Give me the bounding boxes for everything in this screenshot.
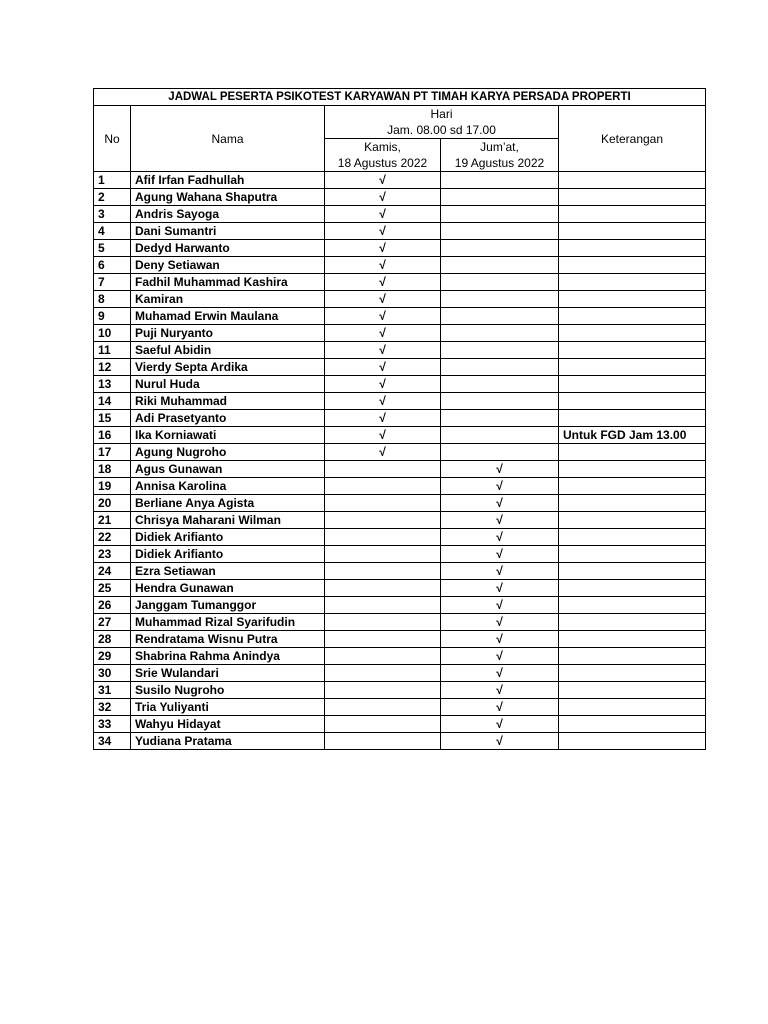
- row-nama: Deny Setiawan: [131, 257, 325, 274]
- row-day2-check: [441, 444, 559, 461]
- row-day1-check: [325, 597, 441, 614]
- row-keterangan: [559, 733, 706, 750]
- row-no: 9: [94, 308, 131, 325]
- row-keterangan: [559, 580, 706, 597]
- row-day1-check: [325, 580, 441, 597]
- row-nama: Nurul Huda: [131, 376, 325, 393]
- table-row: [94, 461, 706, 478]
- row-no: 20: [94, 495, 131, 512]
- table-row: [94, 478, 706, 495]
- row-keterangan: [559, 342, 706, 359]
- row-keterangan: [559, 461, 706, 478]
- row-day2-check: √: [441, 546, 559, 563]
- header-day1: [325, 139, 441, 172]
- row-keterangan: [559, 189, 706, 206]
- row-keterangan: [559, 597, 706, 614]
- title-row: [94, 89, 706, 106]
- row-day1-check: √: [325, 223, 441, 240]
- table-row: [94, 257, 706, 274]
- row-day1-check: √: [325, 342, 441, 359]
- row-no: 25: [94, 580, 131, 597]
- row-day2-check: [441, 240, 559, 257]
- row-keterangan: [559, 699, 706, 716]
- row-day1-check: [325, 546, 441, 563]
- row-keterangan: [559, 376, 706, 393]
- row-no: 12: [94, 359, 131, 376]
- row-day2-check: √: [441, 580, 559, 597]
- row-day1-check: √: [325, 444, 441, 461]
- table-row: [94, 325, 706, 342]
- row-day1-check: √: [325, 410, 441, 427]
- row-no: 11: [94, 342, 131, 359]
- row-day1-check: [325, 563, 441, 580]
- table-row: [94, 512, 706, 529]
- row-nama: Janggam Tumanggor: [131, 597, 325, 614]
- row-day1-check: √: [325, 257, 441, 274]
- row-keterangan: [559, 325, 706, 342]
- row-keterangan: [559, 665, 706, 682]
- row-no: 6: [94, 257, 131, 274]
- header-row-1: [94, 106, 706, 139]
- row-nama: Srie Wulandari: [131, 665, 325, 682]
- row-nama: Berliane Anya Agista: [131, 495, 325, 512]
- row-day2-check: √: [441, 682, 559, 699]
- row-day1-check: [325, 631, 441, 648]
- row-day2-check: √: [441, 716, 559, 733]
- row-no: 22: [94, 529, 131, 546]
- row-nama: Agus Gunawan: [131, 461, 325, 478]
- row-day1-check: √: [325, 189, 441, 206]
- row-day1-check: [325, 478, 441, 495]
- row-no: 30: [94, 665, 131, 682]
- row-day1-check: √: [325, 376, 441, 393]
- row-day2-check: √: [441, 733, 559, 750]
- row-nama: Vierdy Septa Ardika: [131, 359, 325, 376]
- row-keterangan: [559, 495, 706, 512]
- row-day2-check: [441, 291, 559, 308]
- table-row: [94, 597, 706, 614]
- row-day1-check: [325, 512, 441, 529]
- row-no: 34: [94, 733, 131, 750]
- row-nama: Saeful Abidin: [131, 342, 325, 359]
- table-row: [94, 648, 706, 665]
- row-day1-check: [325, 699, 441, 716]
- row-keterangan: [559, 546, 706, 563]
- header-jam-label: Jam. 08.00 sd 17.00: [387, 123, 496, 137]
- table-row: [94, 614, 706, 631]
- row-nama: Muhammad Rizal Syarifudin: [131, 614, 325, 631]
- row-no: 28: [94, 631, 131, 648]
- row-keterangan: [559, 308, 706, 325]
- table-row: [94, 427, 706, 444]
- row-day2-check: √: [441, 648, 559, 665]
- table-row: [94, 291, 706, 308]
- header-keterangan: Keterangan: [559, 106, 706, 172]
- table-row: [94, 223, 706, 240]
- table-row: [94, 342, 706, 359]
- table-row: [94, 172, 706, 189]
- table-row: [94, 376, 706, 393]
- row-day1-check: √: [325, 308, 441, 325]
- header-day2-date: 19 Agustus 2022: [454, 156, 545, 170]
- row-no: 24: [94, 563, 131, 580]
- row-keterangan: [559, 223, 706, 240]
- table-row: [94, 240, 706, 257]
- row-nama: Wahyu Hidayat: [131, 716, 325, 733]
- table-row: [94, 631, 706, 648]
- row-day2-check: [441, 376, 559, 393]
- row-nama: Chrisya Maharani Wilman: [131, 512, 325, 529]
- row-day2-check: √: [441, 512, 559, 529]
- row-keterangan: [559, 648, 706, 665]
- row-keterangan: [559, 172, 706, 189]
- row-no: 10: [94, 325, 131, 342]
- row-day2-check: [441, 172, 559, 189]
- row-day1-check: [325, 733, 441, 750]
- table-row: [94, 733, 706, 750]
- row-day1-check: √: [325, 325, 441, 342]
- row-day2-check: √: [441, 495, 559, 512]
- row-keterangan: [559, 478, 706, 495]
- row-day2-check: [441, 189, 559, 206]
- row-keterangan: [559, 563, 706, 580]
- row-no: 16: [94, 427, 131, 444]
- header-nama: Nama: [131, 106, 325, 172]
- row-day2-check: √: [441, 665, 559, 682]
- row-day2-check: √: [441, 614, 559, 631]
- row-keterangan: [559, 257, 706, 274]
- row-no: 33: [94, 716, 131, 733]
- row-day2-check: [441, 308, 559, 325]
- header-hari: [325, 106, 559, 139]
- table-row: [94, 393, 706, 410]
- row-nama: Riki Muhammad: [131, 393, 325, 410]
- row-nama: Shabrina Rahma Anindya: [131, 648, 325, 665]
- table-row: [94, 546, 706, 563]
- row-keterangan: [559, 410, 706, 427]
- header-day2-name: Jum’at,: [480, 140, 519, 154]
- row-keterangan: [559, 291, 706, 308]
- row-nama: Dedyd Harwanto: [131, 240, 325, 257]
- row-nama: Kamiran: [131, 291, 325, 308]
- row-keterangan: [559, 682, 706, 699]
- header-day1-date: 18 Agustus 2022: [337, 156, 428, 170]
- row-no: 21: [94, 512, 131, 529]
- row-no: 3: [94, 206, 131, 223]
- row-day1-check: √: [325, 172, 441, 189]
- row-nama: Agung Wahana Shaputra: [131, 189, 325, 206]
- table-row: [94, 410, 706, 427]
- row-no: 13: [94, 376, 131, 393]
- row-keterangan: [559, 512, 706, 529]
- table-row: [94, 563, 706, 580]
- row-keterangan: [559, 274, 706, 291]
- row-nama: Muhamad Erwin Maulana: [131, 308, 325, 325]
- row-nama: Yudiana Pratama: [131, 733, 325, 750]
- row-day1-check: √: [325, 240, 441, 257]
- row-no: 17: [94, 444, 131, 461]
- row-day1-check: [325, 648, 441, 665]
- row-no: 15: [94, 410, 131, 427]
- table-row: [94, 206, 706, 223]
- row-no: 31: [94, 682, 131, 699]
- row-day1-check: √: [325, 359, 441, 376]
- row-day1-check: [325, 461, 441, 478]
- row-nama: Ika Korniawati: [131, 427, 325, 444]
- row-nama: Tria Yuliyanti: [131, 699, 325, 716]
- row-nama: Afif Irfan Fadhullah: [131, 172, 325, 189]
- row-day2-check: [441, 325, 559, 342]
- schedule-table-body: [94, 89, 706, 750]
- table-row: [94, 529, 706, 546]
- row-day1-check: [325, 495, 441, 512]
- row-no: 18: [94, 461, 131, 478]
- row-keterangan: [559, 240, 706, 257]
- row-no: 26: [94, 597, 131, 614]
- row-no: 27: [94, 614, 131, 631]
- table-row: [94, 308, 706, 325]
- row-no: 4: [94, 223, 131, 240]
- row-day2-check: [441, 257, 559, 274]
- table-row: [94, 716, 706, 733]
- schedule-table: [93, 88, 706, 750]
- row-no: 8: [94, 291, 131, 308]
- row-day1-check: [325, 665, 441, 682]
- row-day2-check: [441, 393, 559, 410]
- row-day2-check: [441, 410, 559, 427]
- row-day1-check: √: [325, 427, 441, 444]
- row-no: 2: [94, 189, 131, 206]
- table-row: [94, 495, 706, 512]
- table-row: [94, 665, 706, 682]
- row-nama: Andris Sayoga: [131, 206, 325, 223]
- row-day2-check: [441, 342, 559, 359]
- table-row: [94, 699, 706, 716]
- table-row: [94, 274, 706, 291]
- row-day2-check: √: [441, 631, 559, 648]
- row-day1-check: √: [325, 274, 441, 291]
- row-keterangan: [559, 444, 706, 461]
- row-no: 23: [94, 546, 131, 563]
- row-no: 32: [94, 699, 131, 716]
- header-day1-name: Kamis,: [364, 140, 401, 154]
- row-day1-check: [325, 614, 441, 631]
- row-day1-check: √: [325, 393, 441, 410]
- row-keterangan: [559, 716, 706, 733]
- row-day2-check: [441, 274, 559, 291]
- row-day1-check: √: [325, 206, 441, 223]
- row-no: 14: [94, 393, 131, 410]
- header-day2: [441, 139, 559, 172]
- row-day2-check: √: [441, 478, 559, 495]
- row-day1-check: [325, 682, 441, 699]
- row-nama: Dani Sumantri: [131, 223, 325, 240]
- row-nama: Didiek Arifianto: [131, 529, 325, 546]
- row-nama: Hendra Gunawan: [131, 580, 325, 597]
- table-row: [94, 359, 706, 376]
- row-day2-check: √: [441, 563, 559, 580]
- row-day1-check: √: [325, 291, 441, 308]
- row-keterangan: Untuk FGD Jam 13.00: [559, 427, 706, 444]
- row-no: 1: [94, 172, 131, 189]
- row-keterangan: [559, 206, 706, 223]
- row-no: 7: [94, 274, 131, 291]
- row-keterangan: [559, 529, 706, 546]
- table-title: JADWAL PESERTA PSIKOTEST KARYAWAN PT TIMAH KARYA PERSADA PROPERTI: [94, 89, 706, 106]
- table-row: [94, 682, 706, 699]
- table-row: [94, 189, 706, 206]
- row-keterangan: [559, 359, 706, 376]
- row-keterangan: [559, 614, 706, 631]
- row-nama: Didiek Arifianto: [131, 546, 325, 563]
- row-day1-check: [325, 716, 441, 733]
- row-nama: Susilo Nugroho: [131, 682, 325, 699]
- table-row: [94, 444, 706, 461]
- header-no: No: [94, 106, 131, 172]
- row-nama: Puji Nuryanto: [131, 325, 325, 342]
- row-nama: Adi Prasetyanto: [131, 410, 325, 427]
- row-nama: Ezra Setiawan: [131, 563, 325, 580]
- header-hari-label: Hari: [430, 107, 453, 121]
- row-keterangan: [559, 393, 706, 410]
- row-no: 29: [94, 648, 131, 665]
- row-day2-check: √: [441, 461, 559, 478]
- row-nama: Annisa Karolina: [131, 478, 325, 495]
- row-day1-check: [325, 529, 441, 546]
- row-day2-check: √: [441, 699, 559, 716]
- row-keterangan: [559, 631, 706, 648]
- row-day2-check: √: [441, 597, 559, 614]
- row-day2-check: [441, 427, 559, 444]
- row-day2-check: [441, 206, 559, 223]
- row-nama: Rendratama Wisnu Putra: [131, 631, 325, 648]
- row-day2-check: [441, 223, 559, 240]
- row-day2-check: [441, 359, 559, 376]
- table-row: [94, 580, 706, 597]
- row-day2-check: √: [441, 529, 559, 546]
- row-no: 19: [94, 478, 131, 495]
- row-nama: Agung Nugroho: [131, 444, 325, 461]
- row-nama: Fadhil Muhammad Kashira: [131, 274, 325, 291]
- row-no: 5: [94, 240, 131, 257]
